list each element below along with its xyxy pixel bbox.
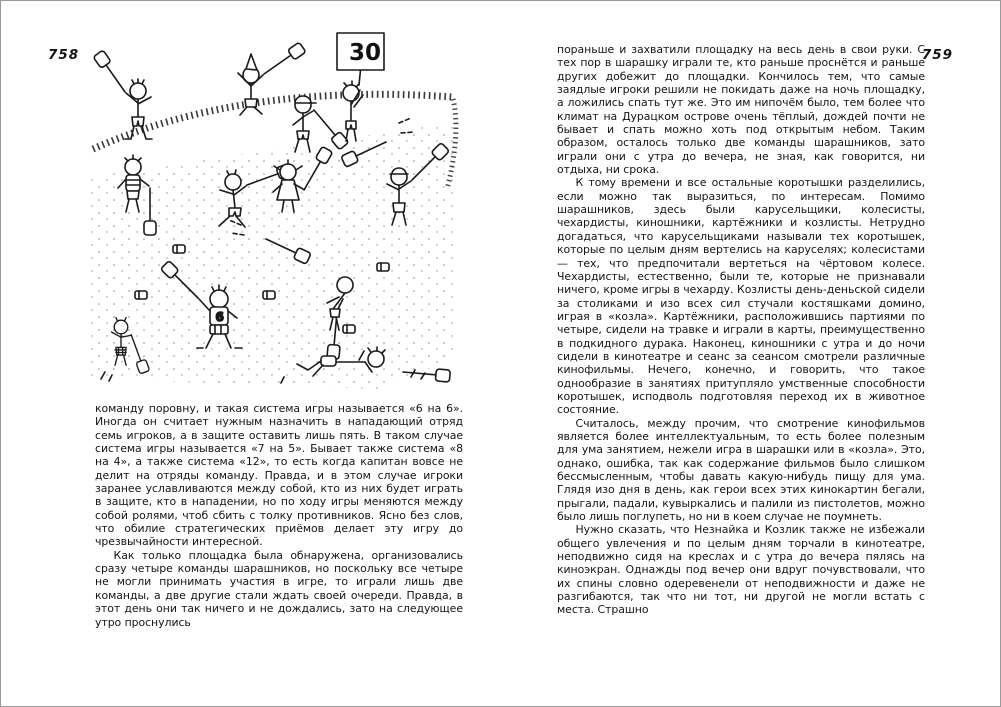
chock-icon [377, 263, 389, 271]
chock-icon [343, 325, 355, 333]
kid-figure-swing [93, 50, 152, 139]
paragraph: Считалось, между прочим, что смотрение кинофильмов является более интеллектуальным, то есть более полезным для ума занятием, нежели игра в шарашки или в «козла». Это, однако, ошибка, так как содержание фильмов было слишком бессмысленным, чтобы давать какую-нибудь пищу для ума. Глядя изо дня в день, как герои всех этих кинокартин бегали, прыгали, падали, кувыркались и палили из пистолетов, можно было лишь поглупеть, но ни в коем случае не поумнеть. [557, 416, 925, 524]
chock-icon [263, 291, 275, 299]
right-page-text [557, 43, 925, 617]
chock-icon [135, 291, 147, 299]
chock-icon [173, 245, 185, 253]
paragraph: Как только площадка была обнаружена, организовались сразу четыре команды шарашников, но поскольку все четыре не могли принимать участия в игре, то играли лишь две команды, а две другие стали ждать своей очереди. Правда, в этот день они так ничего и не дождались, зато на следующее утро проснулись [95, 548, 463, 629]
kid-figure-sign-holder [343, 81, 363, 141]
score-sign [337, 33, 384, 85]
score-sign-text: 30 [349, 40, 382, 66]
paragraph: пораньше и захватили площадку на весь день в свои руки. С тех пор в шарашку играли те, кто раньше проснётся и раньше других добежит до площадки. Кончилось тем, что самые заядлые игроки решили не покидать даже на ночь площадку, а ложились спать тут же. Это им нипочём было, тем более что климат на Дурацком острове очень тёплый, дождей почти не бывает и спать можно хоть под открытым небом. Таким образом, осталось только две команды шарашников, зато играли они с утра до вечера, не зная, как говорится, ни отдыха, ни срока. [557, 43, 925, 177]
ground-texture [89, 122, 457, 389]
paragraph: команду поровну, и такая система игры называется «6 на 6». Иногда он считает нужным назначить в нападающий отряд семь игроков, а в защите оставить лишь пять. В таком случае система игры называется «7 на 5». Бывает также система «8 на 4», а также система «12», то есть когда капитан вовсе не делит на отряды команду. Правда, и в этом случае игроки заранее уславливаются между собой, кто из них будет играть в защите, кто в нападении, но по ходу игры меняются между собой ролями, чтоб сбить с толку противников. Ясно без слов, что обилие стратегических приёмов делает эту игру до чрезвычайности интересной. [95, 402, 463, 549]
left-page-text [95, 402, 463, 629]
page-number-right: 759 [921, 47, 953, 63]
illustration-sharashka-game [81, 27, 467, 401]
page-number-left: 758 [48, 47, 80, 63]
jersey-number-text: 6 [215, 310, 224, 324]
paragraph: К тому времени и все остальные коротышки разделились, если можно так выразиться, по интересам. Помимо шарашников, здесь были карусельщики, колесисты, чехардисты, киношники, картёжники и козлисты. Нетрудно догадаться, что карусельщиками называли тех коротышек, которые по целым дням вертелись на каруселях; колесистами — тех, что предпочитали вертеться на чёртовом колесе. Чехардисты, естественно, были те, которые не признавали ничего, кроме игры в чехарду. Козлисты день-деньской сидели за столиками и изо всех сил стучали костяшками домино, играя в «козла». Картёжники, расположившись партиями по четыре, сидели на травке и играли в карты, преимущественно в подкидного дурака. Наконец, киношники с утра и до ночи сидели в кинотеатре и сеанс за сеансом смотрели различные кинофильмы. Нечего, конечно, и говорить, что такое однообразие в занятиях притупляло умственные способности коротышек, исподволь подготовляя переход их в животное состояние. [557, 176, 925, 417]
paragraph: Нужно сказать, что Незнайка и Козлик также не избежали общего увлечения и по целым дням торчали в кинотеатре, неподвижно сидя на креслах и с утра до вечера пялясь на киноэкран. Однажды под вечер они вдруг почувствовали, что их спины словно одеревенели от неподвижности и даже не разгибаются, так что ни тот, ни другой не могли встать с места. Страшно [557, 523, 925, 617]
